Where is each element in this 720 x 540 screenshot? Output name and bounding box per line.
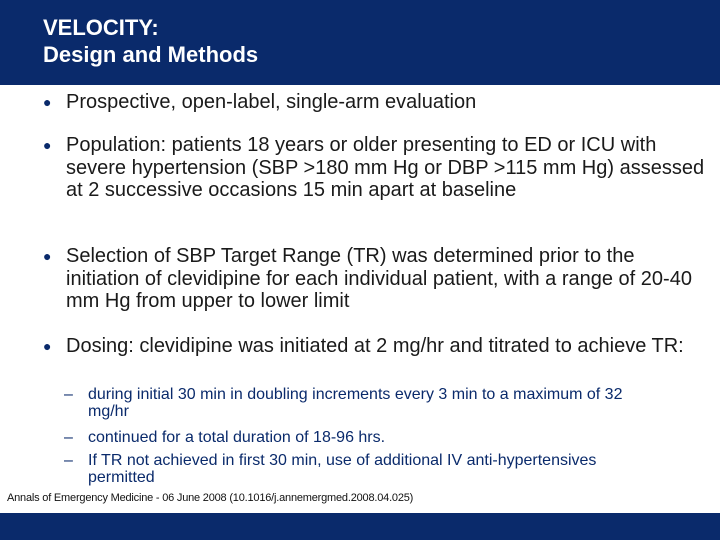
citation: Annals of Emergency Medicine - 06 June 2008 (10.1016/j.annemergmed.2008.04.025): [7, 492, 414, 504]
bullet-icon: ●: [43, 94, 52, 110]
dash-icon: –: [64, 386, 73, 403]
title-bar: [0, 0, 720, 79]
bullet-text: Prospective, open-label, single-arm evaluation: [66, 91, 477, 113]
bullet-icon: ●: [43, 338, 52, 354]
slide-title-line-1: VELOCITY:: [43, 15, 159, 40]
footer-bar: [0, 513, 720, 540]
sub-bullet-text: If TR not achieved in first 30 min, use of additional IV anti-hypertensives permitted: [88, 452, 597, 486]
slide-title: [43, 14, 258, 68]
bullet-text: Selection of SBP Target Range (TR) was determined prior to the initiation of clevidipine for each individual patient, with a range of 20-40 mm Hg from upper to lower limit: [66, 245, 692, 312]
sub-bullet-text: continued for a total duration of 18-96 hrs.: [88, 429, 386, 446]
slide-title-line-2: Design and Methods: [43, 42, 259, 67]
bullet-text: Population: patients 18 years or older presenting to ED or ICU with severe hypertension (SBP >180 mm Hg or DBP >115 mm Hg) assessed at 2 successive occasions 15 min apart at baseline: [66, 134, 705, 201]
bullet-text: Dosing: clevidipine was initiated at 2 mg/hr and titrated to achieve TR:: [66, 335, 684, 357]
bullet-icon: ●: [43, 248, 52, 264]
title-underline: [0, 79, 720, 85]
dash-icon: –: [64, 452, 73, 469]
dash-icon: –: [64, 429, 73, 446]
sub-bullet-text: during initial 30 min in doubling increments every 3 min to a maximum of 32 mg/hr: [88, 386, 623, 420]
bullet-icon: ●: [43, 137, 52, 153]
